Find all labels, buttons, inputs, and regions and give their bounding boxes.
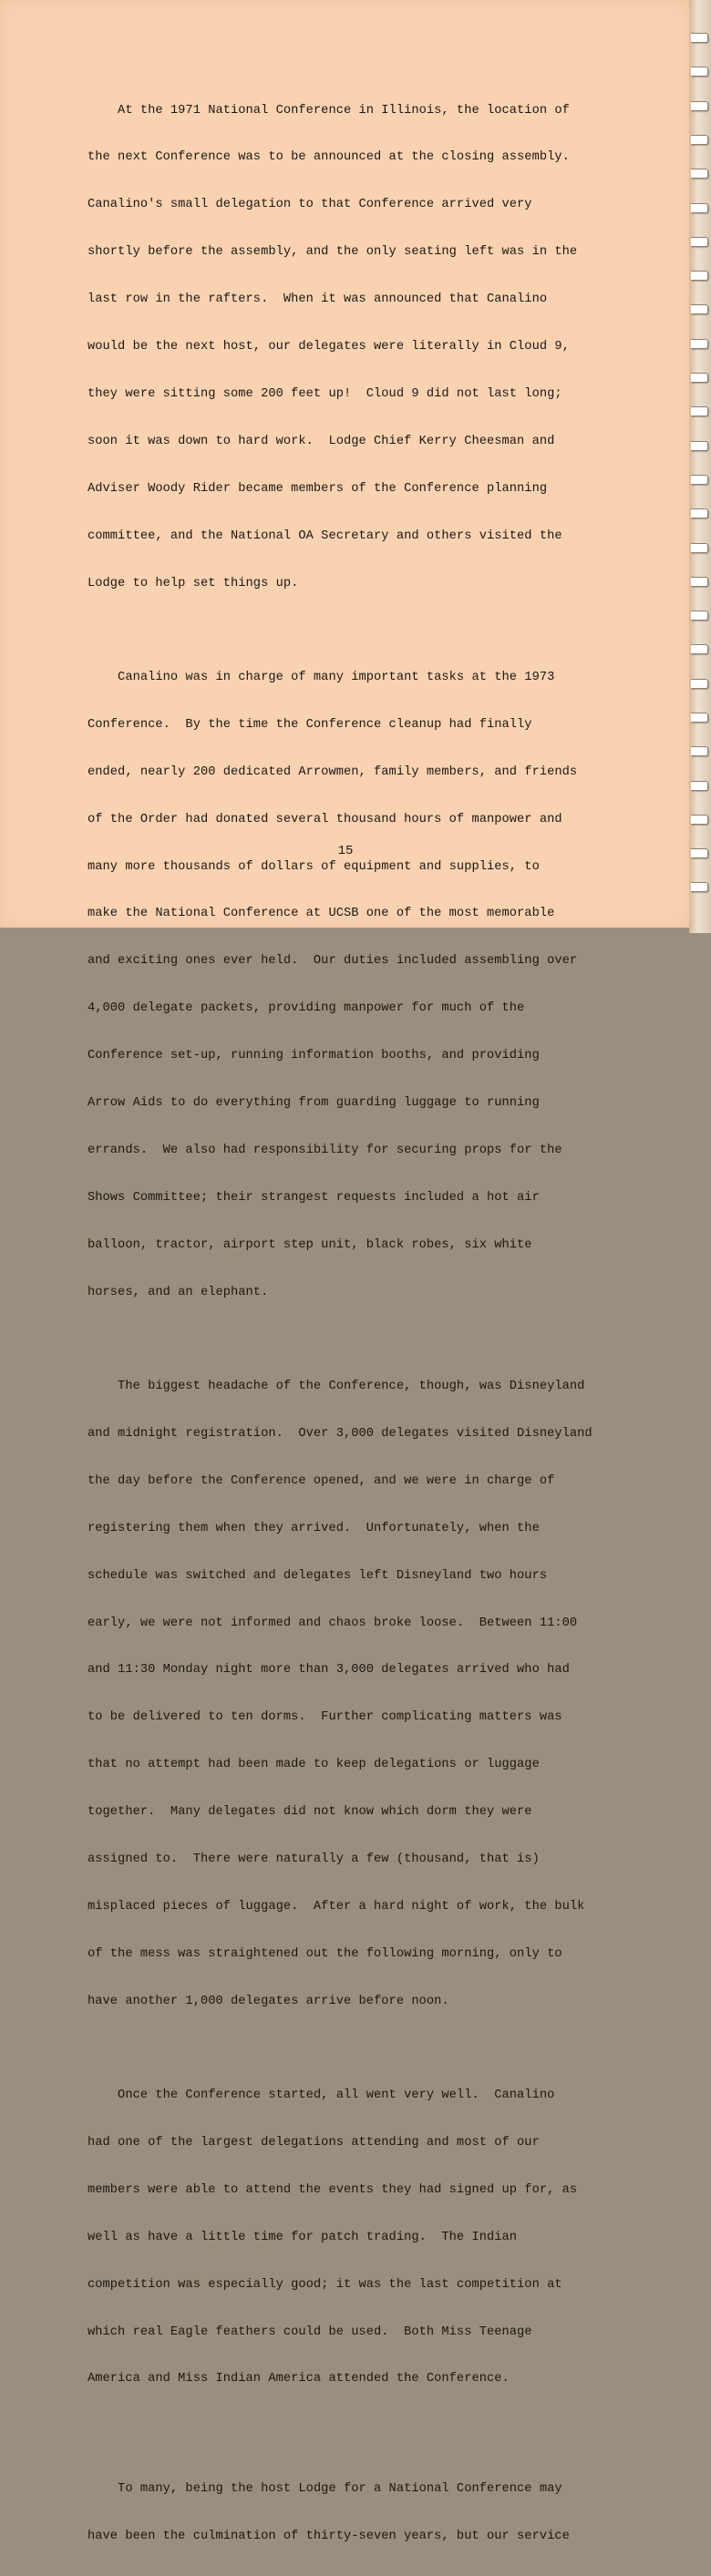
text-line: had one of the largest delegations attending and most of our: [88, 2136, 540, 2150]
binding-ring: [691, 713, 708, 723]
text-line: Conference set-up, running information booths, and providing: [88, 1049, 540, 1063]
text-line: of the Order had donated several thousand hours of manpower and: [88, 812, 562, 826]
binding-ring: [691, 271, 708, 281]
text-line: The biggest headache of the Conference, though, was Disneyland: [88, 1380, 585, 1394]
text-line: misplaced pieces of luggage. After a hard night of work, the bulk: [88, 1899, 585, 1914]
text-line: of the mess was straightened out the following morning, only to: [88, 1946, 562, 1961]
binding-ring: [691, 406, 708, 416]
text-line: committee, and the National OA Secretary and others visited the: [88, 529, 562, 543]
text-line: members were able to attend the events they had signed up for, as: [88, 2182, 578, 2197]
binding-ring: [691, 644, 708, 654]
binding-ring: [691, 781, 708, 791]
text-line: that no attempt had been made to keep delegations or luggage: [88, 1758, 540, 1772]
text-line: shortly before the assembly, and the only seating left was in the: [88, 245, 578, 260]
paragraph-3: [88, 1347, 644, 2040]
paragraph-4: [88, 2057, 644, 2419]
paragraph-5: [88, 2449, 644, 2575]
text-line: registering them when they arrived. Unfortunately, when the: [88, 1521, 540, 1535]
text-line: ended, nearly 200 dedicated Arrowmen, family members, and friends: [88, 765, 578, 779]
text-line: To many, being the host Lodge for a National Conference may: [88, 2481, 562, 2496]
text-line: have been the culmination of thirty-seven years, but our service: [88, 2529, 570, 2543]
text-line: which real Eagle feathers could be used. Both Miss Teenage: [88, 2325, 532, 2339]
text-line: Canalino's small delegation to that Conference arrived very: [88, 198, 532, 212]
text-line: and exciting ones ever held. Our duties included assembling over: [88, 954, 578, 969]
text-line: errands. We also had responsibility for securing props for the: [88, 1143, 562, 1157]
text-line: make the National Conference at UCSB one of the most memorable: [88, 907, 555, 921]
text-line: Once the Conference started, all went very well. Canalino: [88, 2089, 555, 2103]
binding-ring: [691, 848, 708, 858]
text-line: Lodge to help set things up.: [88, 576, 299, 590]
text-line: well as have a little time for patch trading. The Indian: [88, 2230, 518, 2244]
binding-ring: [691, 203, 708, 213]
text-line: have another 1,000 delegates arrive before noon.: [88, 1994, 449, 2008]
binding-ring: [691, 101, 708, 111]
binding-ring: [691, 237, 708, 247]
text-line: At the 1971 National Conference in Illinois, the location of: [88, 103, 570, 118]
binding-ring: [691, 577, 708, 587]
text-line: last row in the rafters. When it was announced that Canalino: [88, 292, 548, 307]
text-line: horses, and an elephant.: [88, 1285, 269, 1299]
paragraph-2: [88, 638, 644, 1331]
binding-ring: [691, 543, 708, 553]
text-line: Conference. By the time the Conference cleanup had finally: [88, 717, 532, 732]
binding-ring: [691, 67, 708, 77]
binding-ring: [691, 135, 708, 145]
binding-ring: [691, 508, 708, 518]
binding-ring: [691, 611, 708, 621]
binding-ring: [691, 475, 708, 485]
text-line: competition was especially good; it was the last competition at: [88, 2277, 562, 2292]
text-line: schedule was switched and delegates left Disneyland two hours: [88, 1568, 548, 1583]
text-line: balloon, tractor, airport step unit, black robes, six white: [88, 1237, 532, 1252]
binding-ring: [691, 815, 708, 825]
text-line: 4,000 delegate packets, providing manpower for much of the: [88, 1001, 525, 1016]
binding-ring: [691, 339, 708, 349]
text-line: Shows Committee; their strangest requests included a hot air: [88, 1190, 540, 1205]
text-line: and 11:30 Monday night more than 3,000 delegates arrived who had: [88, 1663, 570, 1678]
binding-ring: [691, 679, 708, 689]
spiral-binding: [689, 0, 711, 933]
text-line: America and Miss Indian America attended the Conference.: [88, 2372, 510, 2386]
text-line: soon it was down to hard work. Lodge Chief Kerry Cheesman and: [88, 434, 555, 448]
text-line: assigned to. There were naturally a few (thousand, that is): [88, 1852, 540, 1866]
text-line: would be the next host, our delegates were literally in Cloud 9,: [88, 340, 570, 354]
binding-ring: [691, 746, 708, 756]
body-text: [88, 71, 644, 2576]
binding-ring: [691, 882, 708, 892]
text-line: they were sitting some 200 feet up! Cloud 9 did not last long;: [88, 386, 562, 401]
text-line: early, we were not informed and chaos broke loose. Between 11:00: [88, 1616, 578, 1630]
binding-ring: [691, 33, 708, 43]
text-line: the next Conference was to be announced at the closing assembly.: [88, 150, 570, 165]
text-line: Canalino was in charge of many important tasks at the 1973: [88, 670, 555, 684]
binding-ring: [691, 441, 708, 451]
text-line: many more thousands of dollars of equipment and supplies, to: [88, 859, 540, 874]
binding-ring: [691, 304, 708, 314]
binding-ring: [691, 373, 708, 383]
text-line: Adviser Woody Rider became members of the Conference planning: [88, 481, 548, 496]
text-line: and midnight registration. Over 3,000 delegates visited Disneyland: [88, 1426, 592, 1441]
paragraph-1: [88, 71, 644, 622]
text-line: Arrow Aids to do everything from guarding luggage to running: [88, 1096, 540, 1110]
text-line: the day before the Conference opened, and we were in charge of: [88, 1473, 555, 1488]
page-number: 15: [337, 844, 354, 858]
text-line: together. Many delegates did not know which dorm they were: [88, 1805, 532, 1820]
binding-ring: [691, 169, 708, 179]
text-line: to be delivered to ten dorms. Further complicating matters was: [88, 1710, 562, 1725]
